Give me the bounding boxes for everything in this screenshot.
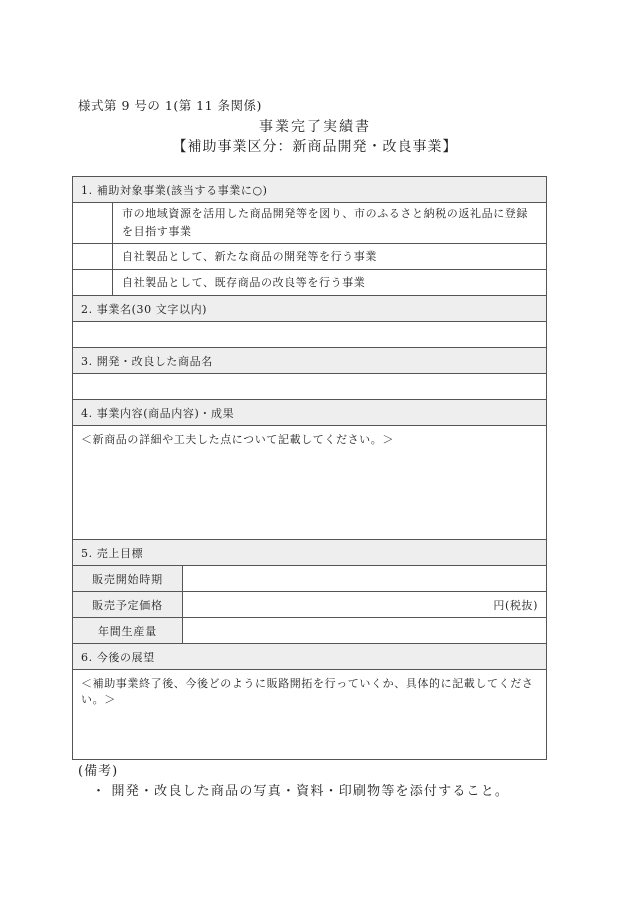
option-row-1 — [73, 203, 546, 244]
project-content-field[interactable] — [73, 426, 546, 540]
section-2-heading: 2. 事業名(30 文字以内) — [73, 296, 546, 322]
option-2-label: 自社製品として、新たな商品の開発等を行う事業 — [122, 249, 377, 263]
annual-production-field[interactable] — [183, 618, 546, 643]
sales-start-label: 販売開始時期 — [73, 566, 183, 591]
planned-price-field[interactable]: 円(税抜) — [493, 598, 538, 612]
option-1-label: 市の地域資源を活用した商品開発等を図り、市のふるさと納税の返礼品に登録を目指す事業 — [122, 207, 528, 238]
project-name-field[interactable] — [73, 322, 546, 348]
sales-row — [73, 618, 546, 644]
product-name-field[interactable] — [73, 374, 546, 400]
section-5-heading: 5. 売上目標 — [73, 540, 546, 566]
form-number: 様式第 9 号の 1(第 11 条関係) — [78, 98, 262, 113]
sales-row — [73, 566, 546, 592]
option-2-mark-cell[interactable] — [73, 244, 113, 269]
document-title: 事業完了実績書 — [259, 119, 371, 135]
sales-start-field[interactable] — [183, 566, 546, 591]
annual-production-label: 年間生産量 — [73, 618, 183, 643]
project-content-instruction: ＜新商品の詳細や工夫した点について記載してください。＞ — [81, 433, 394, 446]
document-subtitle: 【補助事業区分：新商品開発・改良事業】 — [172, 139, 458, 155]
section-1-heading: 1. 補助対象事業(該当する事業に○) — [73, 177, 546, 203]
notes-item: ・ 開発・改良した商品の写真・資料・印刷物等を添付すること。 — [92, 784, 510, 799]
notes-title: (備考) — [78, 764, 119, 779]
section-6-heading: 6. 今後の展望 — [73, 644, 546, 670]
sales-row — [73, 592, 546, 618]
option-1-mark-cell[interactable] — [73, 203, 113, 243]
future-outlook-instruction: ＜補助事業終了後、今後どのように販路開拓を行っていくか、具体的に記載してください。＞ — [81, 677, 534, 706]
option-3-label: 自社製品として、既存商品の改良等を行う事業 — [122, 275, 366, 289]
future-outlook-field[interactable] — [73, 670, 546, 760]
option-row-2 — [73, 244, 546, 270]
option-3-mark-cell[interactable] — [73, 270, 113, 295]
option-row-3 — [73, 270, 546, 296]
section-4-heading: 4. 事業内容(商品内容)・成果 — [73, 400, 546, 426]
planned-price-label: 販売予定価格 — [73, 592, 183, 617]
section-3-heading: 3. 開発・改良した商品名 — [73, 348, 546, 374]
report-form — [72, 176, 547, 760]
